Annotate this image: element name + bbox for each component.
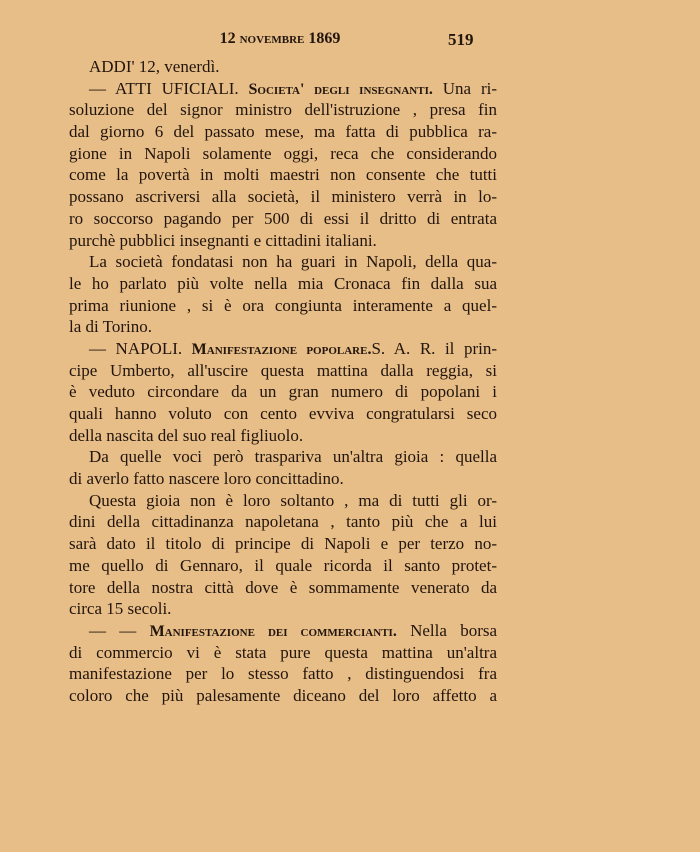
text-segment: purchè pubblici insegnanti e cittadini italiani. bbox=[69, 230, 377, 250]
text-line bbox=[69, 446, 497, 468]
text-segment: manifestazione per lo stesso fatto , distinguendosi fra bbox=[69, 664, 497, 684]
text-segment: dini della cittadinanza napoletana , tanto più che a lui bbox=[69, 512, 497, 532]
text-segment: prima riunione , si è ora congiunta interamente a quel- bbox=[69, 295, 497, 315]
text-segment: — ATTI UFICIALI. bbox=[89, 78, 249, 98]
text-line bbox=[69, 490, 497, 512]
text-line bbox=[69, 143, 497, 165]
section-heading: Manifestazione dei commercianti. bbox=[149, 622, 397, 640]
text-segment: dal giorno 6 del passato mese, ma fatta di pubblica ra- bbox=[69, 122, 497, 142]
text-line bbox=[69, 338, 497, 360]
section-heading: Societa' degli insegnanti. bbox=[248, 80, 433, 98]
text-segment: circa 15 secoli. bbox=[69, 599, 172, 619]
text-line bbox=[69, 403, 497, 425]
text-line bbox=[69, 620, 497, 642]
text-segment: la di Torino. bbox=[69, 317, 153, 337]
text-segment: coloro che più palesamente diceano del loro affetto a bbox=[69, 685, 497, 705]
text-segment: La società fondatasi non ha guari in Napoli, della qua- bbox=[89, 252, 497, 272]
text-segment: di averlo fatto nascere loro concittadino. bbox=[69, 469, 344, 489]
page-number: 519 bbox=[448, 30, 474, 49]
text-line bbox=[69, 577, 497, 599]
text-line bbox=[69, 642, 497, 664]
text-segment: quali hanno voluto con cento evviva congratularsi seco bbox=[69, 404, 497, 423]
text-segment: di commercio vi è stata pure questa mattina un'altra bbox=[69, 642, 497, 662]
running-title: 12 novembre 1869 bbox=[219, 30, 341, 47]
text-segment: — NAPOLI. bbox=[89, 338, 192, 358]
section-heading: Manifestazione popolare. bbox=[191, 340, 372, 358]
text-line bbox=[69, 360, 497, 382]
text-line bbox=[69, 230, 497, 252]
text-line bbox=[69, 598, 497, 620]
text-segment: della nascita del suo real figliuolo. bbox=[69, 425, 304, 445]
text-line bbox=[69, 533, 497, 555]
text-line bbox=[69, 511, 497, 533]
text-line bbox=[69, 381, 497, 403]
text-line bbox=[69, 273, 497, 295]
text-segment: me quello di Gennaro, il quale ricorda il santo protet- bbox=[69, 555, 497, 575]
text-line bbox=[69, 468, 497, 490]
text-segment: Questa gioia non è loro soltanto , ma di tutti gli or- bbox=[89, 490, 497, 510]
text-segment: ADDI' 12, venerdì. bbox=[89, 57, 220, 76]
text-segment: possano ascriversi alla società, il ministero verrà in lo- bbox=[69, 187, 497, 207]
text-line bbox=[69, 56, 497, 78]
text-line bbox=[69, 164, 497, 186]
text-line bbox=[69, 251, 497, 273]
text-segment: S. A. R. il prin- bbox=[371, 338, 497, 358]
text-segment: le ho parlato più volte nella mia Cronaca fin dalla sua bbox=[69, 273, 497, 293]
text-segment: soluzione del signor ministro dell'istruzione , presa fin bbox=[69, 100, 497, 120]
text-segment: Da quelle voci però traspariva un'altra gioia : quella bbox=[89, 447, 497, 467]
text-line bbox=[69, 295, 497, 317]
text-line bbox=[69, 555, 497, 577]
text-line bbox=[69, 316, 497, 338]
text-line bbox=[69, 78, 497, 100]
body-text bbox=[69, 56, 497, 707]
text-segment: gione in Napoli solamente oggi, reca che considerando bbox=[69, 143, 497, 163]
text-segment: sarà dato il titolo di principe di Napoli e per terzo no- bbox=[69, 534, 497, 554]
text-segment: Nella borsa bbox=[396, 620, 498, 640]
text-segment: ro soccorso pagando per 500 di essi il dritto di entrata bbox=[69, 208, 497, 228]
text-line bbox=[69, 99, 497, 121]
text-line bbox=[69, 208, 497, 230]
text-segment: — — bbox=[89, 620, 150, 640]
text-segment: come la povertà in molti maestri non consente che tutti bbox=[69, 165, 497, 185]
text-line bbox=[69, 186, 497, 208]
text-segment: tore della nostra città dove è sommamente venerato da bbox=[69, 577, 497, 597]
text-line bbox=[69, 425, 497, 447]
text-segment: Una ri- bbox=[432, 78, 497, 98]
text-segment: è veduto circondare da un gran numero di popolani i bbox=[69, 382, 497, 402]
text-line bbox=[69, 685, 497, 707]
text-line bbox=[69, 663, 497, 685]
text-segment: cipe Umberto, all'uscire questa mattina dalla reggia, si bbox=[69, 360, 497, 380]
text-line bbox=[69, 121, 497, 143]
